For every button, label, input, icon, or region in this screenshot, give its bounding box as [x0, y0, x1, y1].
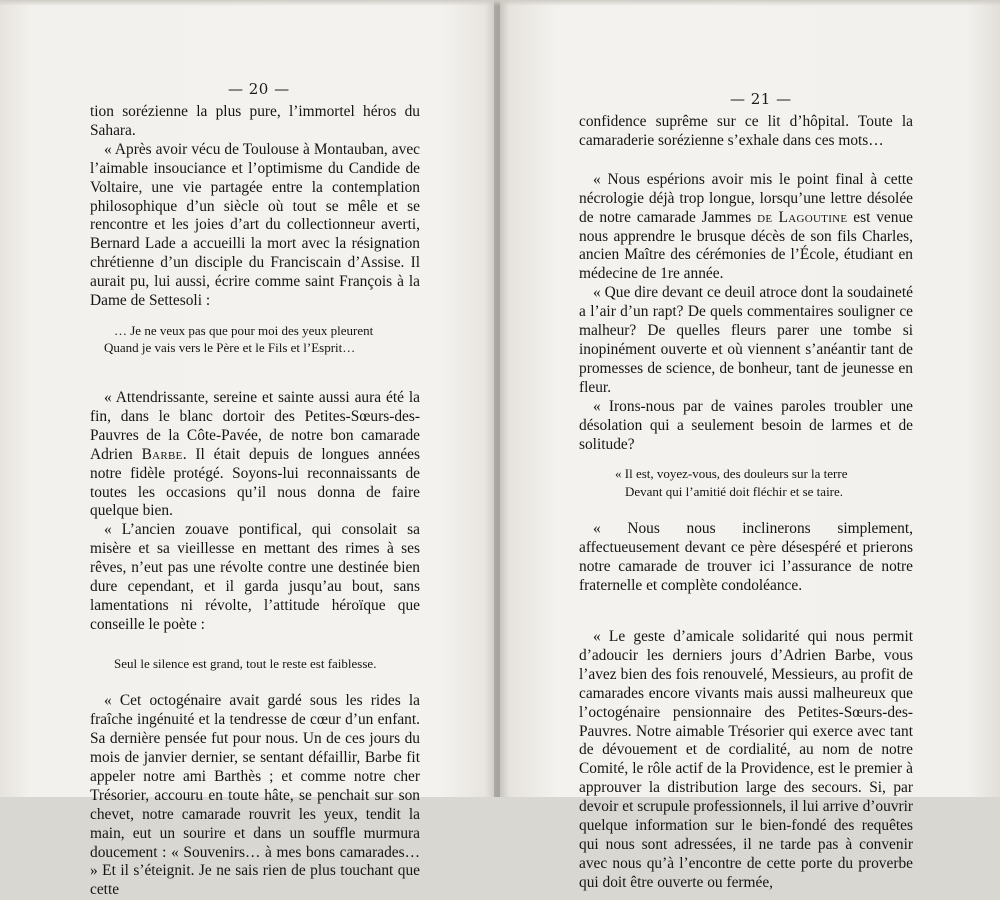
- spacer: [90, 672, 420, 692]
- paragraph: tion sorézienne la plus pure, l’immortel héros du Sahara.: [90, 103, 420, 139]
- page-number-20: — 20 —: [228, 80, 290, 98]
- page-number-21: — 21 —: [730, 90, 792, 108]
- paragraph: [90, 389, 420, 521]
- paragraph: « L’ancien zouave pontifical, qui consolait sa misère et sa vieillesse en mettant des rimes à ses rêves, n’eut pas une révolte contre une destinée bien dure cependant, et il garda jusqu’au bout, sans lamentations ni révolte, l’attitude héroïque que conseille le poète :: [90, 521, 420, 633]
- paragraph-text: est venue nous apprendre le brusque décès de son fils Charles, ancien Maître des cérémonies de l’École, étudiant en médecine de 1re année.: [579, 208, 913, 283]
- left-page: [0, 0, 497, 899]
- paragraph-text: . Il était depuis de longues années notre fidèle protégé. Soyons-lui reconnaissants de toutes les occasions qu’il nous donna de faire quelque bien.: [90, 445, 420, 520]
- paragraph-text: « Attendrissante, sereine et sainte aussi aura été la fin, dans le blanc dortoir des Petites-Sœurs-des-Pauvres de la Côte-Pavée, de notre bon camarade Adrien: [90, 388, 420, 463]
- right-page: [497, 0, 1000, 891]
- paragraph: « Cet octogénaire avait gardé sous les rides la fraîche ingénuité et la tendresse de cœur d’un enfant. Sa dernière pensée fut pour nous. Un de ces jours du mois de janvier dernier, se sentant défaillir, Barbe fit appeler notre ami Barthès ; et comme notre cher Trésorier, accouru en toute hâte, se penchait sur son chevet, notre camarade rouvrit les yeux, tendit la main, eut un sourire et dans un souffle murmura doucement : « Souvenirs… à mes bons camarades… » Et il s’éteignit. Je ne sais rien de plus touchant que cette: [90, 692, 420, 899]
- paragraph: « Le geste d’amicale solidarité qui nous permit d’adoucir les derniers jours d’Adrien Barbe, vous l’avez bien des fois renouvelé, Messieurs, au profit de camarades encore vivants mais aussi malheureux que l’octogénaire pensionnaire des Petites-Sœurs-des-Pauvres. Notre aimable Trésorier qui exerce avec tant de dévouement et de cordialité, au nom de notre Comité, le rôle actif de la Providence, est le premier à approuver la distribution large des secours. Si, par devoir et scrupule professionnels, il lui arrive d’ouvrir quelque information sur le bien-fondé des requêtes qui nous sont adressées, il ne tarde pas à convenir avec nous qu’à l’encontre de cette porte du proverbe qui doit être ouverte ou fermée,: [579, 628, 913, 891]
- spacer: [579, 151, 913, 171]
- paragraph-text: « Nous espérions avoir mis le point final à cette nécrologie déjà trop longue, lorsqu’une lettre désolée de notre camarade Jammes: [579, 170, 913, 226]
- verse-line: … Je ne veux pas que pour moi des yeux pleurent: [114, 322, 374, 338]
- paragraph: [579, 171, 913, 284]
- spacer: [90, 635, 420, 655]
- surname: de Lagoutine: [757, 208, 848, 226]
- right-page-text: [579, 113, 913, 893]
- spacer: [579, 596, 913, 628]
- surname: Barbe: [141, 445, 183, 463]
- spacer: [579, 454, 913, 465]
- verse-line: Seul le silence est grand, tout le reste est faiblesse.: [114, 655, 377, 671]
- paragraph: confidence suprême sur ce lit d’hôpital. Toute la camaraderie sorézienne s’exhale dans ces mots…: [579, 113, 913, 149]
- spacer: [90, 311, 420, 322]
- page-top-shadow: [0, 0, 1000, 6]
- left-page-text: [90, 103, 420, 900]
- paragraph: « Nous nous inclinerons simplement, affectueusement devant ce père désespéré et prierons notre camarade de trouver ici l’assurance de notre fraternelle et complète condoléance.: [579, 520, 913, 595]
- verse-line: Quand je vais vers le Père et le Fils et l’Esprit…: [104, 340, 356, 356]
- spacer: [579, 500, 913, 520]
- paragraph: « Après avoir vécu de Toulouse à Montauban, avec l’aimable insouciance et l’optimisme du Candide de Voltaire, une vie partagée entre la contemplation philosophique d’un siècle où tout se mêle et se rencontre et les joies d’art du collectionneur averti, Bernard Lade a accueilli la mort avec la résignation chrétienne d’un disciple du Franciscain d’Assise. Il aurait pu, lui aussi, écrire comme saint François à la Dame de Settesoli :: [90, 140, 420, 310]
- verse-line: Devant qui l’amitié doit fléchir et se taire.: [625, 483, 844, 499]
- paragraph: « Irons-nous par de vaines paroles troubler une désolation qui a seulement besoin de larmes et de solitude?: [579, 397, 913, 453]
- spacer: [90, 357, 420, 389]
- book-gutter: [494, 0, 500, 797]
- verse-line: « Il est, voyez-vous, des douleurs sur la terre: [615, 466, 848, 482]
- paragraph: « Que dire devant ce deuil atroce dont la soudaineté a l’air d’un rapt? De quels commentaires souligner ce malheur? De quelles fleurs parer une tombe si inopinément ouverte et où viennent s’anéantir tant de promesses de science, de bonheur, tant de jeunesse en fleur.: [579, 284, 913, 396]
